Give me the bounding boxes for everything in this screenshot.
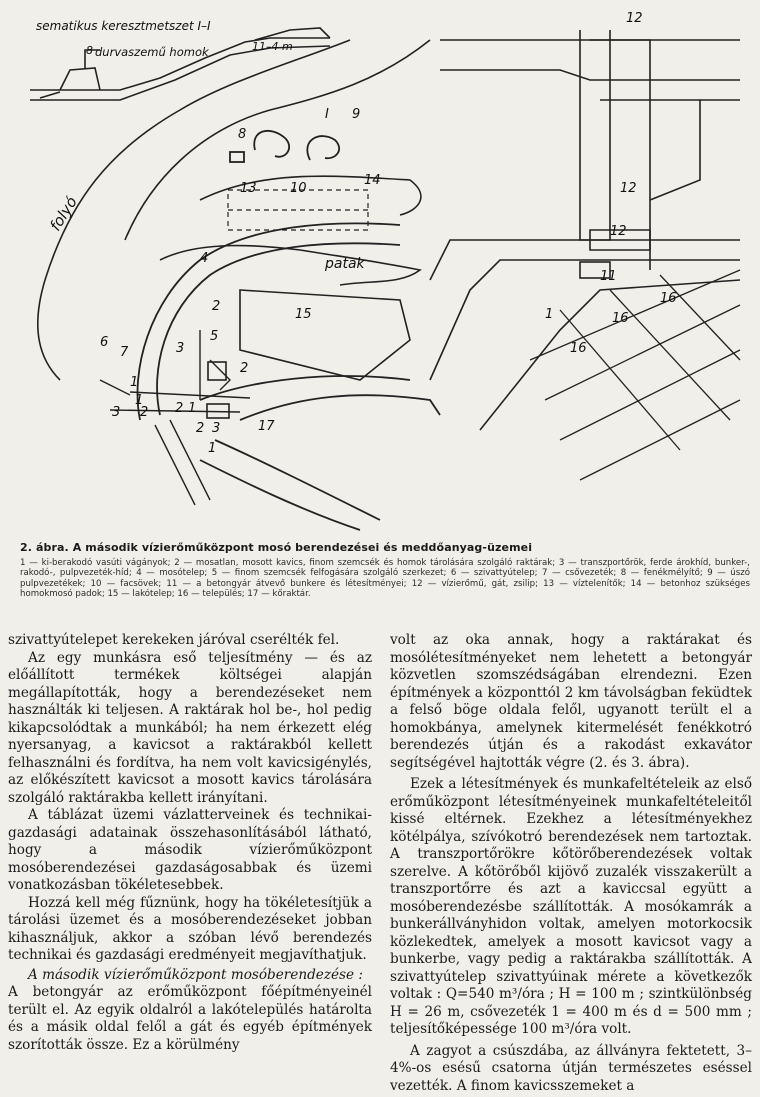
residential-area-15 (240, 290, 410, 380)
label-3-lower: 3 (112, 405, 121, 420)
left-paragraph-4: Hozzá kell még fűznünk, hogy ha tökéletesítjük a tárolási üzemet és a mosóberendezéseket jobban kihasználjuk, akkor a szóban lévő berendezés technikai és gazdasági eredményeit megjavíthatjuk. (8, 894, 372, 963)
label-1-d: 1 (208, 441, 217, 456)
right-paragraph-1: volt az oka annak, hogy a raktárakat és mosólétesítményeket nem lehetett a betongyár közvetlen szomszédságában elrendezni. Ezen építmények a központtól 2 km távolságban feküdtek a felső böge oldala felől, ugyanott terült el a homokbánya, amelynek kitermelését fenékkotró berendezés útján és a rakodást exkavátor segítségével hajtották végre (2. és 3. ábra). (390, 632, 752, 771)
left-paragraph-1: szivattyútelepet kerekeken járóval cserélték fel. (8, 632, 340, 648)
stream-bank (200, 176, 421, 215)
railway-tracks (138, 223, 441, 530)
section-subheading: A második vízierőműközpont mosóberendezése : (28, 966, 363, 983)
site-plan-drawing (0, 0, 760, 540)
left-column (8, 632, 372, 1054)
label-2-low: 2 (175, 401, 184, 416)
left-paragraph-3: A táblázat üzemi vázlatterveinek és technikai-gazdasági adatainak összehasonlításából látható, hogy a második vízierőműközpont mosóberendezései gazdaságosabbak és üzemi vonatkozásban tökéletesebbek. (8, 807, 372, 893)
label-13: 13 (240, 181, 257, 196)
inset-title: sematikus keresztmetszet I–I (36, 19, 211, 33)
inset-level: 11–4 m (252, 40, 293, 53)
figure-caption: 2. ábra. A második vízierőműközpont mosó berendezései és meddőanyag-üzemei (20, 541, 533, 554)
label-5: 5 (210, 329, 219, 344)
label-10: 10 (290, 181, 307, 196)
label-3-c: 3 (212, 421, 221, 436)
floating-pipelines (230, 131, 339, 162)
label-3-upper: 3 (176, 341, 185, 356)
label-12-mid: 12 (620, 181, 637, 196)
right-paragraph-2: Ezek a létesítmények és munkafeltételeik az első erőműközpont létesítményeinek munkafeltételeitől kissé eltérnek. Ezekhez a létesítményekhez kötélpálya, szívókotró berendezések nem tartoztak. A transzportőrökre kőtörőberendezések voltak szerelve. A kőtörőből kijövő zuzalék visszakerült a transzportőrre és azt a kaviccsal együtt a mosóberendezésbe szállították. A mosókamrák a bunkerállványhidon voltak, amelyen motorkocsik közlekedtek, amelyek a mosott kavicsot vagy a bunkerbe, vagy pedig a raktárakba szállították. A szivattyútelep szivattyúinak mérete a következők voltak : Q=540 m³/óra ; H = 100 m ; szintkülönbség H = 26 m, csővezeték 1 = 400 m és d = 500 mm ; teljesítőképessége 100 m³/óra volt. (390, 776, 752, 1037)
label-15: 15 (295, 307, 312, 322)
label-2-lower: 2 (140, 405, 149, 420)
stream-label: patak (325, 256, 365, 272)
dam-structures (430, 30, 740, 430)
washing-plant-4 (208, 362, 226, 380)
label-12-low: 12 (610, 224, 627, 239)
river-label: folyó (46, 193, 81, 235)
label-1-a: 1 (130, 375, 139, 390)
label-9: 9 (352, 107, 361, 122)
label-16-a: 16 (660, 291, 677, 306)
label-17: 17 (258, 419, 275, 434)
label-6: 6 (100, 335, 109, 350)
figure-legend: 1 — ki-berakodó vasúti vágányok; 2 — mosatlan, mosott kavics, finom szemcsék és homok tárolására szolgáló raktárak; 3 — transzportőrök, ferde árokhíd, bunker-, rakodó-, pulpvezeték-híd; 4 — mosótelep; 5 — finom szemcsék felfogására szolgáló szerkezet; 6 — szivattyútelep; 7 — csővezeték; 8 — fenékmélyítő; 9 — úszó pulpvezetékek; 10 — facsövek; 11 — a betongyár átvevő bunkere és létesítményei; 12 — vízierőmű, gát, zsilip; 13 — víztelenítők; 14 — betonhoz szükséges homokmosó padok; 15 — lakótelep; 16 — település; 17 — kőraktár. (20, 558, 750, 600)
label-roman: I (325, 107, 329, 122)
label-12-top: 12 (626, 11, 643, 26)
label-8: 8 (238, 127, 247, 142)
left-paragraph-2: Az egy munkásra eső teljesítmény — és az előállított termékek költségei alapján megállapították, hogy a berendezéseket nem használták ki teljesen. A raktárak hol be-, hol pedig kikapcsolódtak a munkából; ha nem érkezett elég nyersanyag, a kavicsot a raktárakból kellett felhasználni és fordítva, ha nem volt kavicsigénylés, az előkészített kavicsot a mosott kavics tárolására szolgáló raktárakba kellett irányítani. (8, 649, 372, 806)
right-paragraph-3: A zagyot a csúszdába, az állványra fektetett, 3–4%-os esésű csatorna útján természetes eséssel vezették. A finom kavicsszemeket a (390, 1042, 752, 1094)
site-plan-figure (0, 0, 760, 540)
label-4: 4 (200, 251, 209, 266)
label-8a: 8 (86, 44, 93, 57)
river-banks (38, 40, 430, 380)
inset-label-gravel: durvaszemű homok (95, 45, 209, 59)
label-2-upper: 2 (212, 299, 221, 314)
label-16-b: 16 (612, 311, 629, 326)
label-16-c: 16 (570, 341, 587, 356)
settlement-grid-16 (530, 270, 740, 480)
label-1-track: 1 (545, 307, 554, 322)
label-7: 7 (120, 345, 129, 360)
left-paragraph-5: A betongyár az erőműközpont főépítményeinél terült el. Az egyik oldalról a lakótelepülés határolta és a másik oldal felől a gát és egyéb építmények szorították össze. Ez a körülmény (8, 984, 372, 1053)
label-1-b: 1 (135, 393, 144, 408)
label-2-plant: 2 (240, 361, 249, 376)
right-column (390, 632, 752, 1095)
label-2-c: 2 (196, 421, 205, 436)
label-1-c: 1 (188, 401, 197, 416)
label-14: 14 (364, 173, 381, 188)
label-11: 11 (600, 269, 617, 284)
